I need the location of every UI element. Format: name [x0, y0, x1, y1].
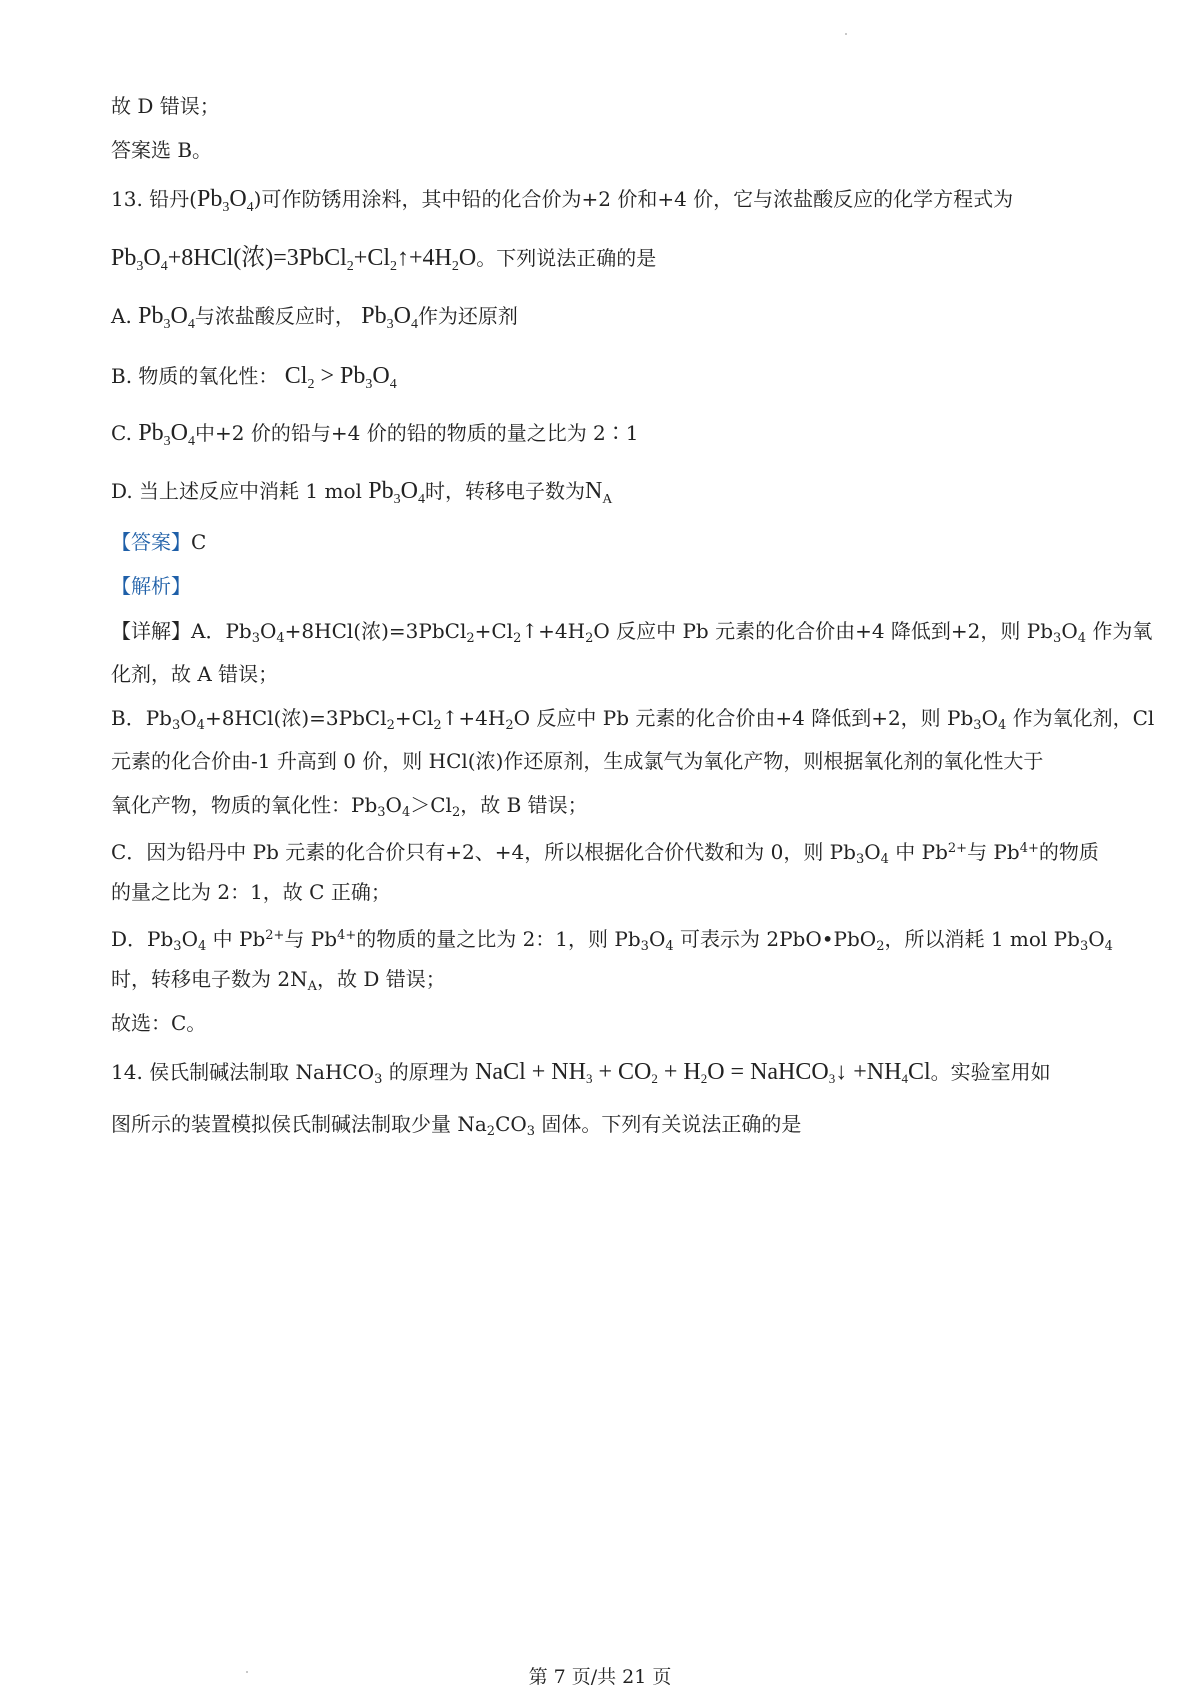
answer-label: 【答案】: [111, 530, 191, 554]
question-13-stem: 13. 铅丹$(Pb_3O_4)$可作防锈用涂料，其中铅的化合价为+2 价和+4 价，它与浓盐酸反应的化学方程式为: [111, 186, 1014, 215]
detail-conclusion: 故选：C。: [111, 1011, 207, 1035]
detail-b-line-2: 元素的化合价由-1 升高到 0 价，则 HCl(浓)作还原剂，生成氯气为氧化产物，则根据氧化剂的氧化性大于: [111, 749, 1044, 773]
detail-c-line-1: C．因为铅丹中 Pb 元素的化合价只有+2、+4，所以根据化合价代数和为 0，则 $Pb_3O_4$ 中 $Pb^{2+}$与 $Pb^{4+}$的物质: [111, 840, 1099, 867]
question-13-equation: $Pb_3O_4+8HCl$(浓)$=3PbCl_2+Cl_2↑+4H_2O$。下列说法正确的是: [111, 245, 657, 274]
scan-speck: [246, 1671, 248, 1673]
option-c: C. $Pb_3O_4$中+2 价的铅与+4 价的铅的物质的量之比为 2∶1: [111, 420, 639, 449]
page-footer: 第 7 页/共 21 页: [528, 1666, 672, 1688]
text-line: 答案选 B。: [111, 138, 213, 162]
option-a: A. $Pb_3O_4$与浓盐酸反应时， $Pb_3O_4$作为还原剂: [111, 303, 518, 332]
detail-b-line-3: 氧化产物，物质的氧化性：$Pb_3O_4>Cl_2$，故 B 错误；: [111, 793, 588, 820]
detail-a-line-2: 化剂，故 A 错误；: [111, 662, 279, 686]
option-b: B. 物质的氧化性： $Cl_2 > Pb_3O_4$: [111, 363, 397, 392]
text-line: 故 D 错误；: [111, 94, 220, 118]
detail-b-line-1: B．$Pb_3O_4+8HCl$(浓)$=3PbCl_2+Cl_2↑+4H_2O$ 反应中 Pb 元素的化合价由+4 降低到+2，则 $Pb_3O_4$ 作为氧化剂，Cl: [111, 706, 1155, 733]
scan-speck: [845, 33, 847, 35]
analysis-label: 【解析】: [111, 574, 191, 598]
detail-c-line-2: 的量之比为 2：1，故 C 正确；: [111, 880, 391, 904]
detail-d-line-2: 时，转移电子数为 $2N_A$，故 D 错误；: [111, 967, 446, 994]
option-d: D. 当上述反应中消耗 1 mol $Pb_3O_4$时，转移电子数为$N_A$: [111, 478, 613, 507]
question-14-stem: 14. 侯氏制碱法制取 NaHCO$_3$ 的原理为 NaCl + $NH_3 + CO_2 + H_2O$ = NaHCO$_3$↓ $+NH_4Cl$。实验室用如: [111, 1059, 1051, 1087]
detail-d-line-1: D．$Pb_3O_4$ 中 $Pb^{2+}$与 $Pb^{4+}$的物质的量之比为 2：1，则 $Pb_3O_4$ 可表示为 2PbO•PbO$_2$，所以消耗 1 mol $Pb_3O_4$: [111, 927, 1113, 954]
question-14-stem-line-2: 图所示的装置模拟侯氏制碱法制取少量 $Na_2CO_3$ 固体。下列有关说法正确的是: [111, 1112, 802, 1139]
detail-a-line-1: 【详解】A．$Pb_3O_4+8HCl$(浓)$=3PbCl_2+Cl_2↑+4H_2O$ 反应中 Pb 元素的化合价由+4 降低到+2，则 $Pb_3O_4$ 作为氧: [111, 619, 1153, 646]
answer-line: 【答案】C: [111, 530, 207, 554]
